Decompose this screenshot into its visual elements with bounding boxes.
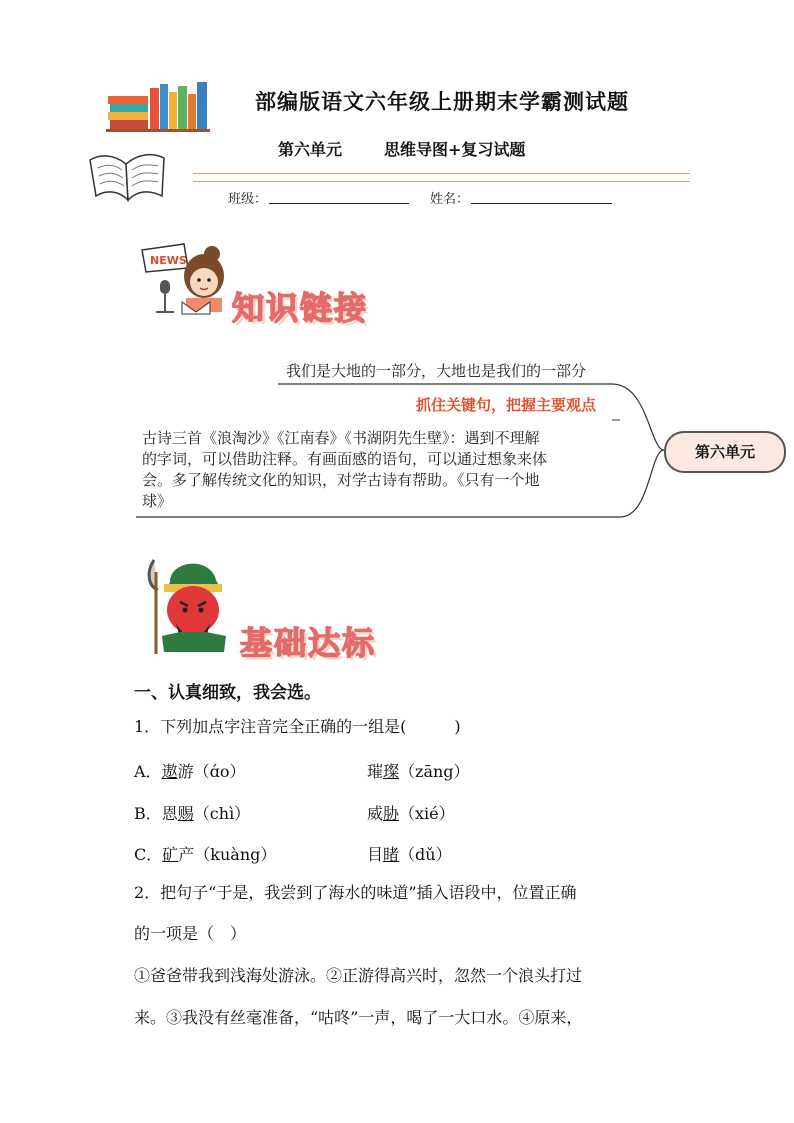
mindmap-branch-2-line: 会。多了解传统文化的知识，对学古诗有帮助。《只有一个地 <box>142 471 540 489</box>
question-2-line: 来。③我没有丝毫准备，“咕咚”一声，喝了一大口水。④原来， <box>134 1008 583 1027</box>
news-tag: NEWS <box>150 254 187 267</box>
mindmap-branch-2-line: 球》 <box>142 492 173 510</box>
dotted-char: 睹 <box>383 845 400 864</box>
pinyin: （zāng） <box>399 762 470 781</box>
word-char: 恩 <box>161 804 178 823</box>
pinyin: （dǔ） <box>399 845 452 864</box>
dotted-char: 矿 <box>162 845 179 864</box>
mindmap-center-node: 第六单元 <box>664 431 786 473</box>
option-label: B． <box>134 804 162 823</box>
dotted-char: 遨 <box>161 762 178 781</box>
section-heading: 一、认真细致，我会选。 <box>134 683 321 703</box>
option-a[interactable] <box>134 759 245 782</box>
question-2-line: ①爸爸带我到浅海处游泳。②正游得高兴时，忽然一个浪头打过 <box>134 966 583 985</box>
question-2-line: 的一项是（ ） <box>134 924 247 943</box>
knowledge-banner: 知识链接 <box>232 289 369 327</box>
word-char: 游 <box>177 762 194 781</box>
option-b[interactable] <box>134 801 250 824</box>
pinyin: （kuàng） <box>194 845 277 864</box>
name-label: 姓名： <box>430 192 470 207</box>
mindmap-branch-2-line: 的字词，可以借助注释。有画面感的语句，可以通过想象来体 <box>142 450 548 468</box>
option-label: C． <box>134 845 163 864</box>
pinyin: （chì） <box>193 804 251 823</box>
basics-banner: 基础达标 <box>240 624 377 662</box>
question-1-stem: 1．下列加点字注音完全正确的一组是( ) <box>134 717 461 736</box>
option-c[interactable] <box>134 842 276 865</box>
topic-label: 思维导图+复习试题 <box>384 140 526 159</box>
dotted-char: 赐 <box>177 804 194 823</box>
option-b-second <box>367 801 455 824</box>
cartoon-general-illustration <box>140 552 236 656</box>
pinyin: （xié） <box>399 804 455 823</box>
dotted-char: 胁 <box>383 804 400 823</box>
page-title: 部编版语文六年级上册期末学霸测试题 <box>255 89 629 114</box>
mindmap-key-point: 抓住关键句，把握主要观点 <box>416 396 597 414</box>
mindmap-branch-1: 我们是大地的一部分，大地也是我们的一部分 <box>286 362 587 380</box>
class-label: 班级： <box>228 192 268 207</box>
word-char: 威 <box>367 804 384 823</box>
mindmap-branch-2 <box>142 428 547 512</box>
mindmap-branch-2-line: 古诗三首《浪淘沙》《江南春》《书湖阴先生壁》：遇到不理解 <box>142 429 540 447</box>
dotted-char: 璨 <box>383 762 400 781</box>
option-label: A． <box>134 762 162 781</box>
pinyin: （ɑ́o） <box>193 762 246 781</box>
unit-label: 第六单元 <box>278 140 343 159</box>
word-char: 产 <box>178 845 195 864</box>
question-2-line: 2．把句子“于是，我尝到了海水的味道”插入语段中，位置正确 <box>134 883 577 902</box>
word-char: 目 <box>367 845 384 864</box>
option-a-second <box>367 759 470 782</box>
option-c-second <box>367 842 452 865</box>
word-char: 璀 <box>367 762 384 781</box>
